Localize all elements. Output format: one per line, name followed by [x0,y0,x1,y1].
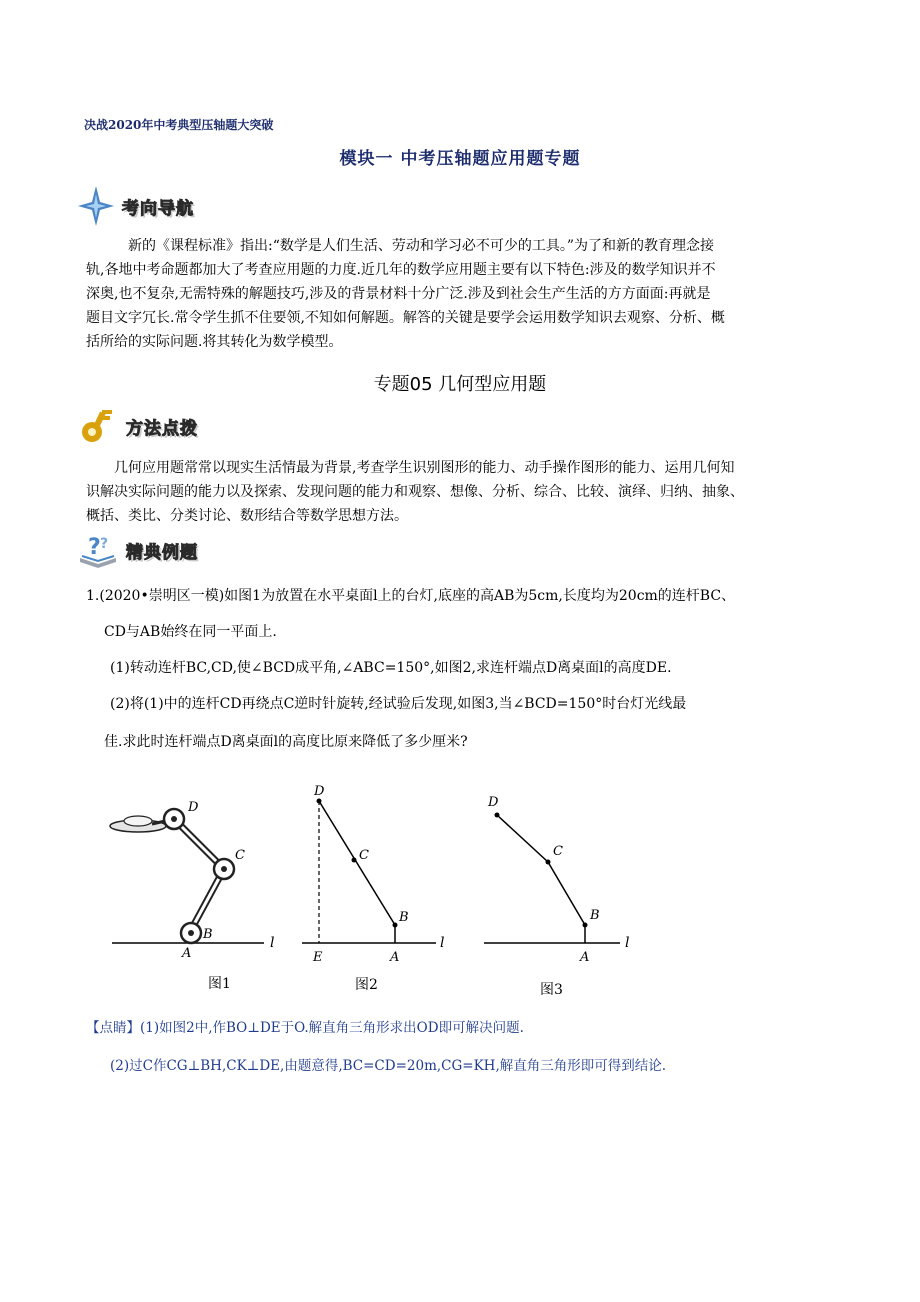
caption-fig2: 图2 [355,977,378,993]
module-title: 模块一 中考压轴题应用题专题 [339,149,581,169]
topic-title: 专题05 几何型应用题 [373,374,547,395]
label-B: B [203,927,213,942]
label-D: D [314,784,325,799]
paragraph-line: 概括、类比、分类讨论、数形结合等数学思想方法。 [86,508,408,524]
series-title: 决战2020年中考典型压轴题大突破 [84,118,274,132]
question-line-1: 1.(2020•崇明区一模)如图1为放置在水平桌面l上的台灯,底座的高AB为5cm,长度均为20cm的连杆BC、 [86,588,736,604]
paragraph-line: 轨,各地中考命题都加大了考查应用题的力度.近几年的数学应用题主要有以下特色:涉及的数学知识并不 [86,262,716,278]
caption-fig3: 图3 [540,982,563,998]
rod-CB [548,862,585,925]
figure-1 [110,800,274,992]
key-icon [80,408,118,444]
label-A: A [182,946,192,961]
method-paragraph [86,456,846,528]
compass-star-icon [78,186,114,226]
paragraph-line: 深奥,也不复杂,无需特殊的解题技巧,涉及的背景材料十分广泛.涉及到社会生产生活的方方面面:再就是 [86,286,711,302]
guide-paragraph [86,234,846,354]
caption-fig1: 图1 [208,976,231,992]
label-l: l [440,935,445,951]
label-E: E [313,950,323,965]
label-A: A [390,950,400,965]
section-label: 方法点拨 [126,418,198,439]
paragraph-line: 括所给的实际问题.将其转化为数学模型。 [86,334,343,350]
figure-2 [302,784,444,993]
question-book-icon [78,532,118,568]
paragraph-line: 几何应用题常常以现实生活情最为背景,考查学生识别图形的能力、动手操作图形的能力、运用几何知 [114,460,735,476]
rod-DB [319,801,395,925]
label-B: B [590,908,600,923]
label-D: D [488,795,499,810]
label-C: C [359,848,369,863]
paragraph-line: 新的《课程标准》指出:“数学是人们生活、劳动和学习必不可少的工具。”为了和新的教育理念接 [128,238,715,254]
figures-panel [100,775,660,1005]
hint-line-2: (2)过C作CG⊥BH,CK⊥DE,由题意得,BC=CD=20m,CG=KH,解直角三角形即可得到结论. [110,1058,667,1074]
section-heading-examples [78,532,198,568]
label-l: l [270,935,275,951]
label-B: B [399,910,409,925]
label-C: C [553,844,563,859]
label-l: l [625,935,630,951]
paragraph-line: 题目文字冗长.常令学生抓不住要领,不知如何解题。解答的关键是要学会运用数学知识去观察、分析、概 [86,310,725,326]
label-D: D [188,800,199,815]
paragraph-line: 识解决实际问题的能力以及探索、发现问题的能力和观察、想像、分析、综合、比较、演绎、归纳、抽象、 [86,484,744,500]
question-part-2-cont: 佳.求此时连杆端点D离桌面l的高度比原来降低了多少厘米? [104,734,468,750]
section-heading-guide [78,186,194,226]
hint-line-1: 【点睛】(1)如图2中,作BO⊥DE于O.解直角三角形求出OD即可解决问题. [86,1020,524,1036]
figure-3 [484,795,629,998]
label-C: C [235,848,245,863]
label-A: A [580,950,590,965]
section-label: 考向导航 [122,198,194,219]
question-part-1: (1)转动连杆BC,CD,使∠BCD成平角,∠ABC=150°,如图2,求连杆端点D离桌面l的高度DE. [110,660,672,676]
section-label: 精典例题 [126,542,198,563]
question-part-2: (2)将(1)中的连杆CD再绕点C逆时针旋转,经试验后发现,如图3,当∠BCD=150°时台灯光线最 [110,696,687,712]
section-heading-method [80,408,198,444]
svg-text:?: ? [100,536,109,552]
svg-text:?: ? [88,535,101,560]
question-line-2: CD与AB始终在同一平面上. [104,624,277,640]
rod-DC [497,815,548,862]
